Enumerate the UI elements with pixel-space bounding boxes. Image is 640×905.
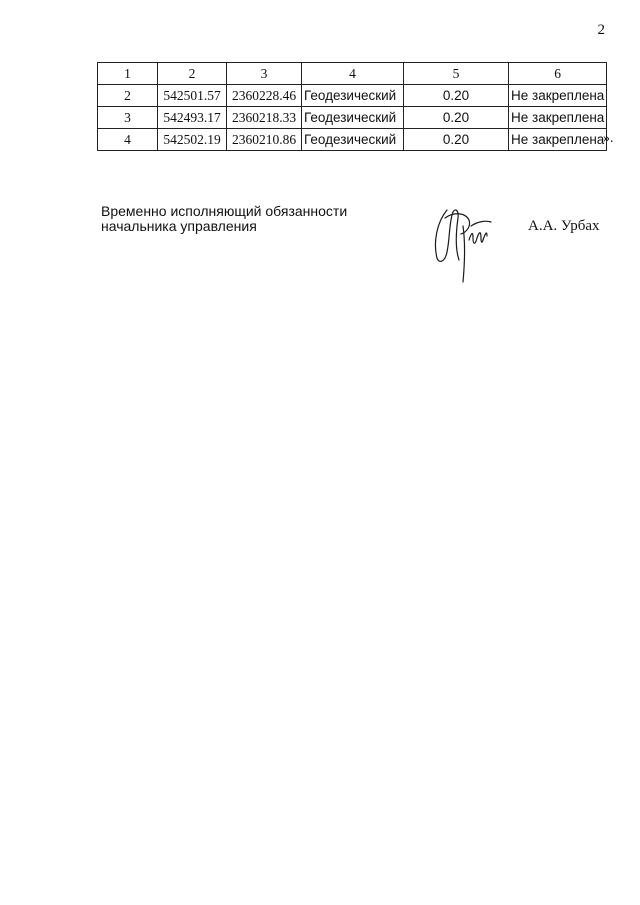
marker-cell: Не закреплена: [509, 107, 607, 129]
accuracy-cell: 0.20: [404, 129, 509, 151]
point-number-cell: 4: [98, 129, 158, 151]
signer-name: А.А. Урбах: [528, 218, 600, 234]
header-cell-3: 3: [227, 63, 302, 85]
signer-title-line-1: Временно исполняющий обязанности: [101, 203, 348, 219]
table-row: [98, 107, 607, 129]
x-coordinate-cell: 542502.19: [158, 129, 227, 151]
x-coordinate-cell: 542493.17: [158, 107, 227, 129]
table-row: [98, 129, 607, 151]
method-cell: Геодезический: [302, 107, 404, 129]
x-coordinate-cell: 542501.57: [158, 85, 227, 107]
page-number: 2: [597, 22, 605, 38]
point-number-cell: 3: [98, 107, 158, 129]
signer-title: [101, 204, 347, 234]
handwritten-signature-icon: [425, 200, 505, 284]
y-coordinate-cell: 2360228.46: [227, 85, 302, 107]
point-number-cell: 2: [98, 85, 158, 107]
method-cell: Геодезический: [302, 129, 404, 151]
table-row: [98, 85, 607, 107]
signer-title-line-2: начальника управления: [101, 218, 257, 234]
marker-cell: Не закреплена: [509, 85, 607, 107]
table-header-row: [98, 63, 607, 85]
coordinates-table: [97, 62, 607, 151]
y-coordinate-cell: 2360218.33: [227, 107, 302, 129]
method-cell: Геодезический: [302, 85, 404, 107]
header-cell-4: 4: [302, 63, 404, 85]
marker-cell: Не закреплена: [509, 129, 607, 151]
header-cell-2: 2: [158, 63, 227, 85]
header-cell-5: 5: [404, 63, 509, 85]
y-coordinate-cell: 2360210.86: [227, 129, 302, 151]
header-cell-1: 1: [98, 63, 158, 85]
closing-quote: ».: [603, 131, 614, 146]
accuracy-cell: 0.20: [404, 85, 509, 107]
header-cell-6: 6: [509, 63, 607, 85]
accuracy-cell: 0.20: [404, 107, 509, 129]
